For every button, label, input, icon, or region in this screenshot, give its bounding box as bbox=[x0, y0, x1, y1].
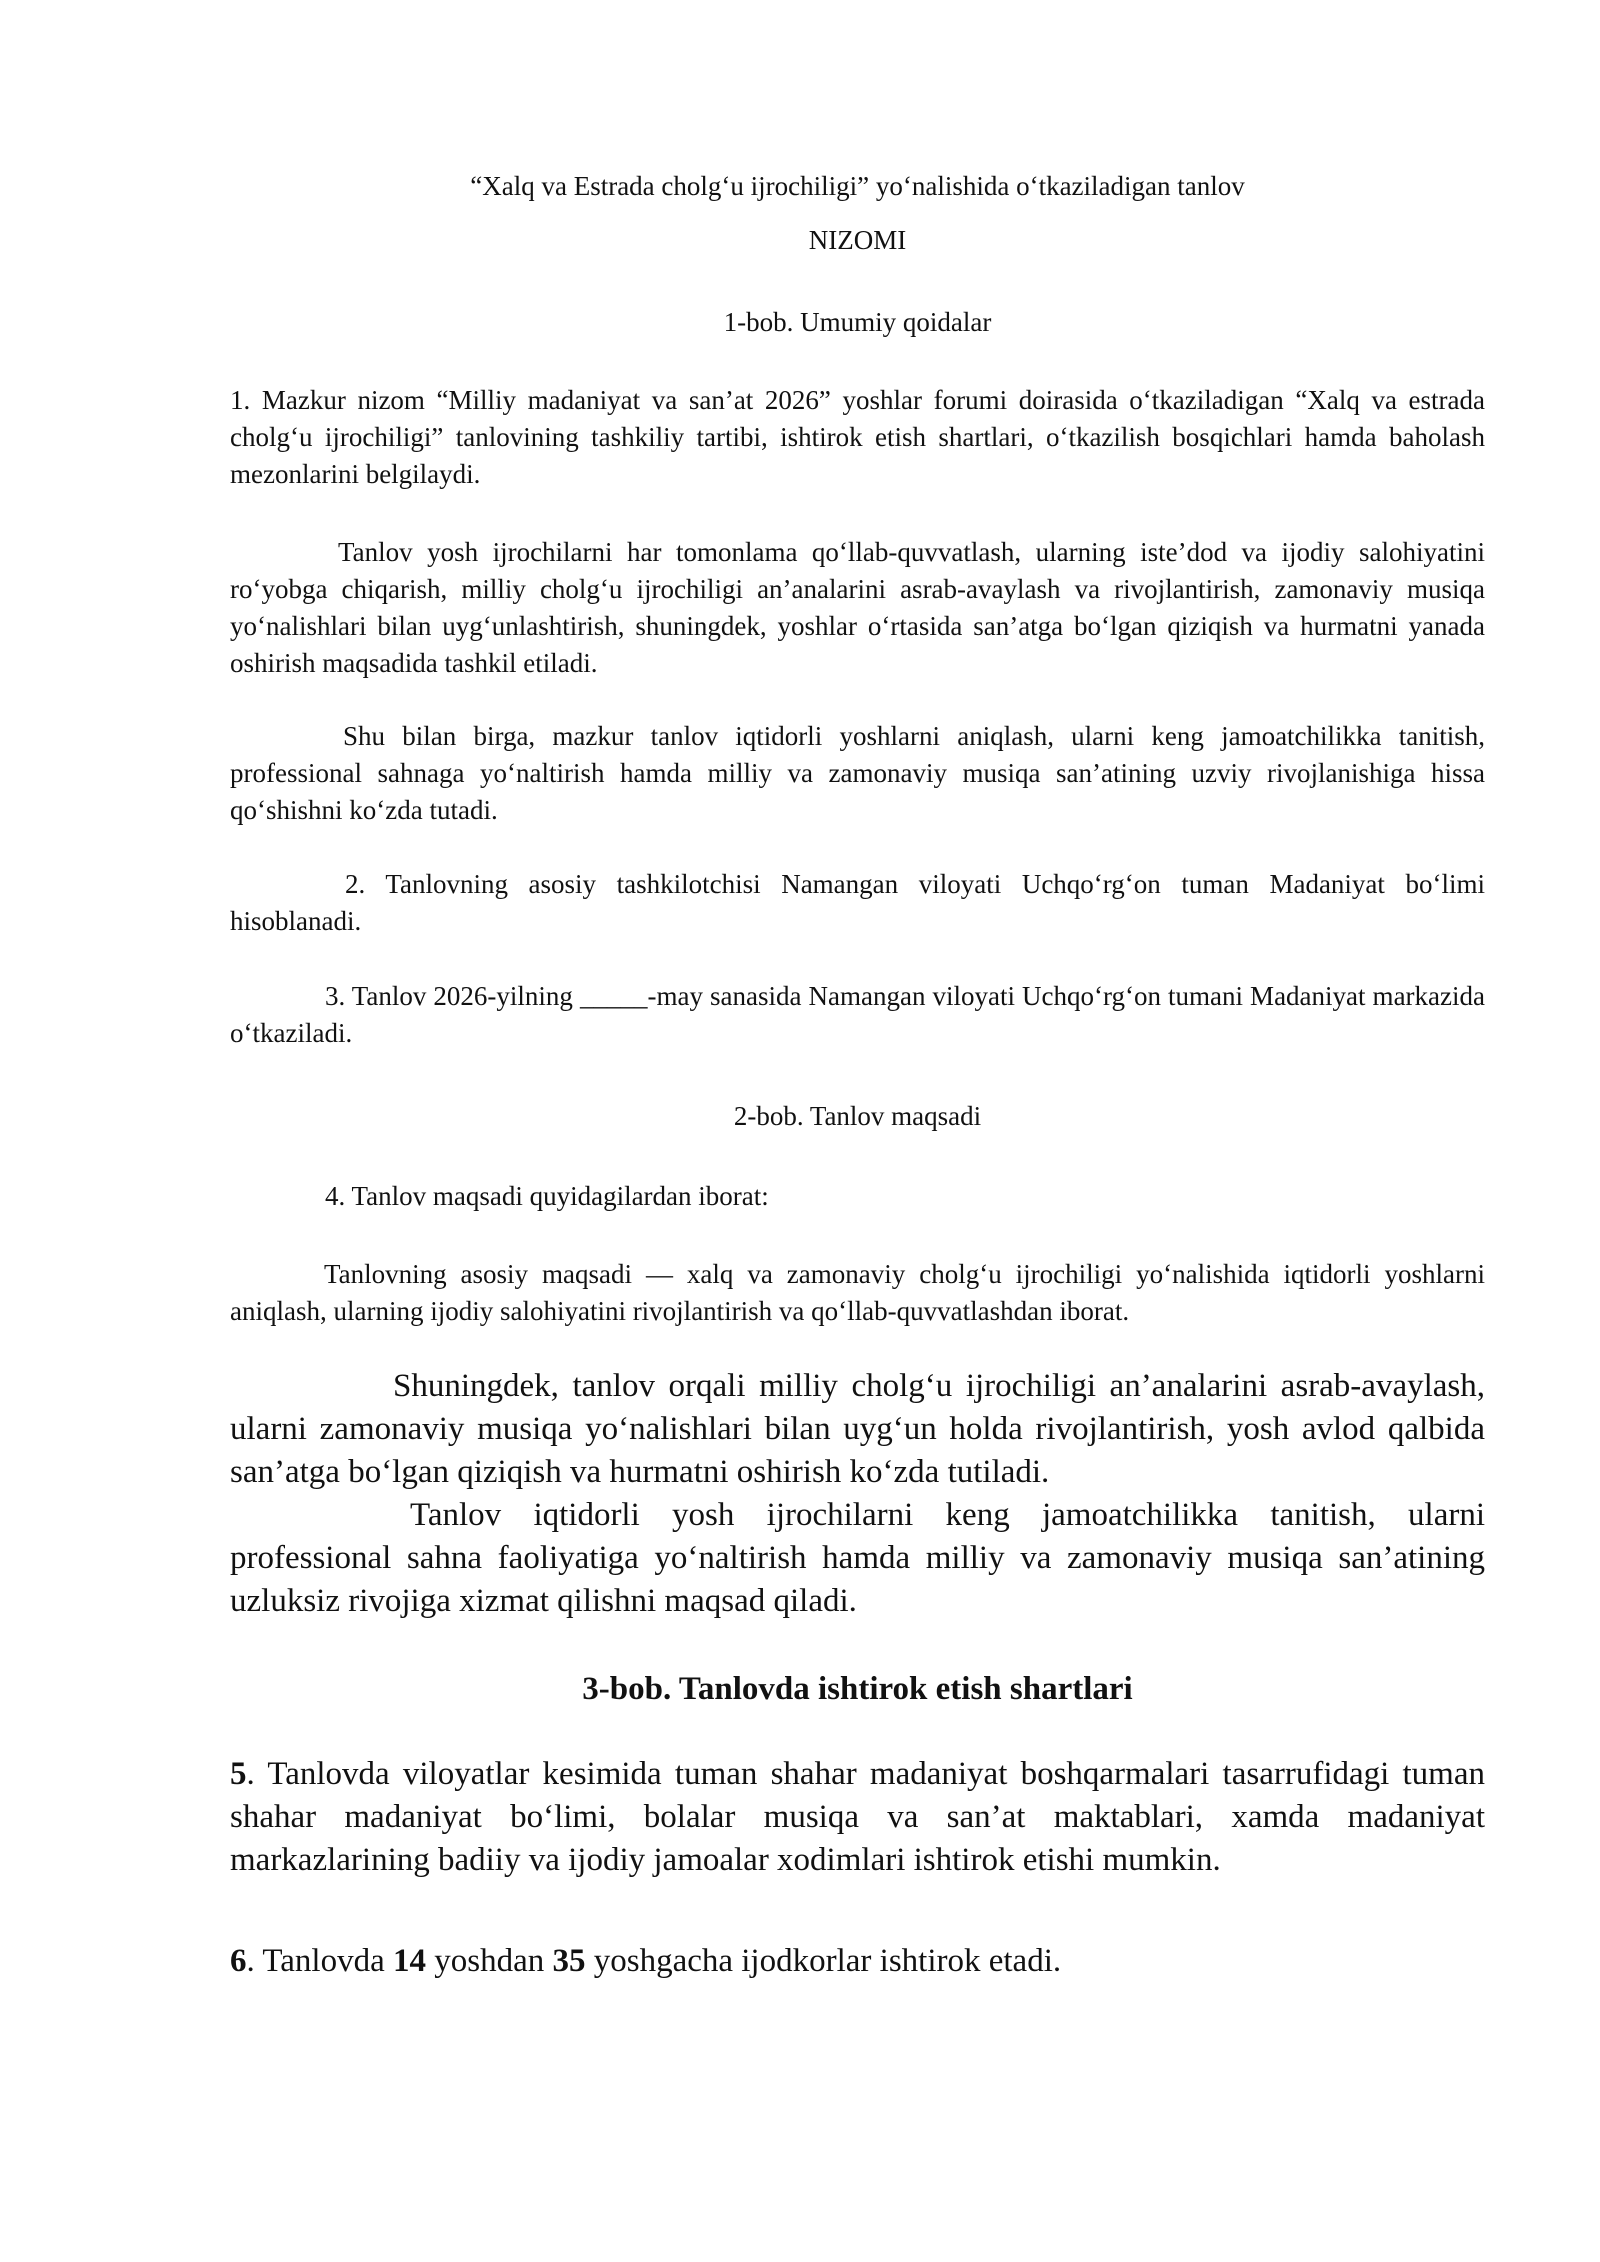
paragraph-text: yoshdan bbox=[425, 1943, 553, 1979]
chapter2-heading: 2-bob. Tanlov maqsadi bbox=[733, 1101, 982, 1131]
chapter1-paragraph-2: Tanlov yosh ijrochilarni har tomonlama qo‘llab-quvvatlash, ularning iste’dod va ijodiy salohiyatini ro‘yobga chiqarish, milliy cholg‘u ijrochiligi an’analarini asrab-avaylash va rivojlantirish, zamonaviy musiqa yo‘nalishlari bilan uyg‘unlashtirish, shuningdek, yoshlar o‘rtasida san’atga bo‘lgan qiziqish va hurmatni yanada oshirish maqsadida tashkil etiladi. bbox=[230, 537, 1485, 678]
chapter3-heading: 3-bob. Tanlovda ishtirok etish shartlari bbox=[582, 1671, 1133, 1707]
chapter1-paragraph-1: 1. Mazkur nizom “Milliy madaniyat va san’at 2026” yoshlar forumi doirasida o‘tkaziladigan “Xalq va estrada cholg‘u ijrochiligi” tanlovining tashkiliy tartibi, ishtirok etish shartlari, o‘tkazilish bosqichlari hamda baholash mezonlarini belgilaydi. bbox=[230, 385, 1485, 489]
paragraph-number: 5 bbox=[230, 1756, 247, 1792]
chapter3-paragraph-5 bbox=[230, 1753, 1485, 1882]
paragraph-text: yoshgacha ijodkorlar ishtirok etadi. bbox=[585, 1943, 1062, 1979]
age-from: 14 bbox=[392, 1943, 426, 1979]
paragraph-text: . Tanlovda bbox=[246, 1943, 393, 1979]
chapter2-paragraph-2: Tanlovning asosiy maqsadi — xalq va zamonaviy cholg‘u ijrochiligi yo‘nalishida iqtidorli yoshlarni aniqlash, ularning ijodiy salohiyatini rivojlantirish va qo‘llab-quvvatlashdan iborat. bbox=[230, 1259, 1485, 1326]
chapter1-paragraph-4: 2. Tanlovning asosiy tashkilotchisi Namangan viloyati Uchqo‘rg‘on tuman Madaniyat bo‘limi hisoblanadi. bbox=[230, 869, 1485, 936]
document-subtitle: NIZOMI bbox=[808, 225, 907, 255]
paragraph-text: . Tanlovda viloyatlar kesimida tuman shahar madaniyat boshqarmalari tasarrufidagi tuman shahar madaniyat bo‘limi, bolalar musiqa va san’at maktablari, xamda madaniyat markazlarining badiiy va ijodiy jamoalar xodimlari ishtirok etishi mumkin. bbox=[230, 1756, 1485, 1878]
chapter1-heading: 1-bob. Umumiy qoidalar bbox=[723, 307, 992, 337]
chapter2-paragraph-4: Tanlov iqtidorli yosh ijrochilarni keng jamoatchilikka tanitish, ularni professional sahna faoliyatiga yo‘naltirish hamda milliy va zamonaviy musiqa san’atining uzluksiz rivojiga xizmat qilishni maqsad qiladi. bbox=[230, 1497, 1485, 1619]
chapter2-paragraph-1: 4. Tanlov maqsadi quyidagilardan iborat: bbox=[325, 1181, 769, 1211]
chapter3-paragraph-6 bbox=[230, 1940, 1485, 1983]
age-to: 35 bbox=[552, 1943, 586, 1979]
paragraph-number: 6 bbox=[230, 1943, 247, 1979]
document-title: “Xalq va Estrada cholg‘u ijrochiligi” yo‘nalishida o‘tkaziladigan tanlov bbox=[470, 171, 1245, 201]
chapter1-paragraph-5: 3. Tanlov 2026-yilning _____-may sanasida Namangan viloyati Uchqo‘rg‘on tumani Madaniyat markazida o‘tkaziladi. bbox=[230, 981, 1485, 1048]
chapter1-paragraph-3: Shu bilan birga, mazkur tanlov iqtidorli yoshlarni aniqlash, ularni keng jamoatchilikka tanitish, professional sahnaga yo‘naltirish hamda milliy va zamonaviy musiqa san’atining uzviy rivojlanishiga hissa qo‘shishni ko‘zda tutadi. bbox=[230, 721, 1485, 825]
chapter2-paragraph-3: Shuningdek, tanlov orqali milliy cholg‘u ijrochiligi an’analarini asrab-avaylash, ularni zamonaviy musiqa yo‘nalishlari bilan uyg‘un holda rivojlantirish, yosh avlod qalbida san’atga bo‘lgan qiziqish va hurmatni oshirish ko‘zda tutiladi. bbox=[230, 1368, 1485, 1490]
